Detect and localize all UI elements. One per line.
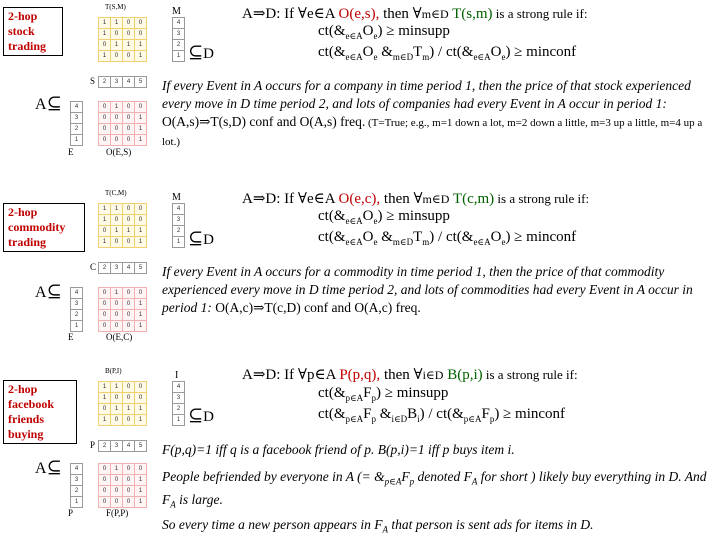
panel1-label-line: 2-hop xyxy=(8,9,38,23)
panel3-desc-line3: So every time a new person appears in $F_A$ that person is sent ads for items in D. xyxy=(162,517,594,535)
panel2-label xyxy=(3,203,85,252)
panel1-label xyxy=(3,7,63,56)
panel3-desc-line2: People befriended by everyone in A (= $\&_{p\in A}F_p$ denoted $F_A$ for short ) likely buy everything in D. And $F_A$ is large. xyxy=(162,469,707,510)
panel2-label-line: trading xyxy=(8,235,47,249)
panel3-i-letter: I xyxy=(175,370,179,381)
panel2-top-grid: 1 1 0 0 1 0 0 0 0 1 1 1 1 0 0 1 xyxy=(98,203,147,248)
subset-symbol: ⊆ xyxy=(188,228,204,249)
panel1-bottom-grid: 0 1 0 0 0 0 0 1 0 0 0 1 0 0 0 1 xyxy=(98,101,147,146)
panel2-minsupp-line: $ct(\&_{e\in A}O_e)$ ≥ minsupp xyxy=(318,208,450,226)
panel2-mid-caption: C xyxy=(90,262,97,272)
panel3-col-nums: 2 3 4 5 xyxy=(98,440,147,452)
panel1-label-line: stock xyxy=(8,24,35,38)
panel2-bottom-grid: 0 1 0 0 0 0 0 1 0 0 0 1 0 0 0 1 xyxy=(98,287,147,332)
panel1-m-column: 4 3 2 1 xyxy=(172,17,185,62)
panel3-p-letter: P xyxy=(68,508,74,518)
subset-symbol: ⊆ xyxy=(188,42,204,63)
panel1-rule-title: A⇒D: If ∀e∈A O(e,s), then ∀m∈D T(s,m) is a strong rule if: xyxy=(242,6,588,22)
panel1-m-letter: M xyxy=(172,6,181,17)
panel2-m-column: 4 3 2 1 xyxy=(172,203,185,248)
panel2-bottom-caption: O(E,C) xyxy=(106,332,133,342)
panel2-m-letter: M xyxy=(172,192,181,203)
panel2-top-caption: T(C,M) xyxy=(105,189,127,197)
panel1-minsupp-line: $ct(\&_{e\in A}O_e)$ ≥ minsupp xyxy=(318,23,450,41)
panel3-label-line: facebook xyxy=(8,397,54,411)
panel3-top-grid: 1 1 0 0 1 0 0 0 0 1 1 1 1 0 0 1 xyxy=(98,381,147,426)
panel1-mid-caption: S xyxy=(90,76,96,86)
panel1-top-grid: 1 1 0 0 1 0 0 0 0 1 1 1 1 0 0 1 xyxy=(98,17,147,62)
panel3-top-caption: B(P,I) xyxy=(105,367,122,375)
panel3-mid-caption: P xyxy=(90,440,96,450)
panel1-description: If every Event in A occurs for a company in time period 1, then the price of that stock experienced every move in D time period 2, and lots of companies had every Event in A occur in period 1: O(A,s)⇒T(s,D) conf and O(A,s) freq. (T=True; e.g., m=1 down a lot, m=2 down a little, m=3 up a little, m=4 up a lot.) xyxy=(162,78,703,148)
panel2-label-line: commodity xyxy=(8,220,66,234)
panel3-minsupp-line: $ct(\&_{p\in A}F_p)$ ≥ minsupp xyxy=(318,385,449,403)
panel3-rule-title: A⇒D: If ∀p∈A P(p,q), then ∀i∈D B(p,i) is a strong rule if: xyxy=(242,367,578,383)
panel3-label xyxy=(3,380,77,444)
panel3-i-column: 4 3 2 1 xyxy=(172,381,185,426)
panel3-bottom-grid: 0 1 0 0 0 0 0 1 0 0 0 1 0 0 0 1 xyxy=(98,463,147,508)
panel1-col-nums: 2 3 4 5 xyxy=(98,76,147,88)
panel1-subset-d: ⊆D xyxy=(188,42,214,63)
panel2-minconf-line: $ct(\&_{e\in A}O_e$ $\&_{m\in D}T_m$) / $ct(\&_{e\in A}O_e)$ ≥ minconf xyxy=(318,229,577,247)
panel3-bottom-caption: F(P,P) xyxy=(106,508,129,518)
panel1-a-column: 4 3 2 1 xyxy=(70,101,83,146)
panel2-description: If every Event in A occurs for a commodity in time period 1, then the price of that commodity experienced every move in D time period 2, and lots of commodities had every Event in A occur in period 1: O(A,c)⇒T(c,D) conf and O(A,c) freq. xyxy=(162,264,693,315)
panel1-top-caption: T(S,M) xyxy=(105,3,126,11)
panel2-a-column: 4 3 2 1 xyxy=(70,287,83,332)
panel3-desc-line1: F(p,q)=1 iff q is a facebook friend of p. B(p,i)=1 iff p buys item i. xyxy=(162,442,515,457)
panel2-rule-title: A⇒D: If ∀e∈A O(e,c), then ∀m∈D T(c,m) is a strong rule if: xyxy=(242,191,590,207)
panel2-subset-a: A⊆ xyxy=(35,281,62,302)
panel2-e-letter: E xyxy=(68,332,74,342)
panel2-label-line: 2-hop xyxy=(8,205,38,219)
panel2-col-nums: 2 3 4 5 xyxy=(98,262,147,274)
panel2-subset-d: ⊆D xyxy=(188,228,214,249)
panel1-bottom-caption: O(E,S) xyxy=(106,147,132,157)
panel3-label-line: friends xyxy=(8,412,44,426)
panel3-label-line: buying xyxy=(8,427,44,441)
panel1-label-line: trading xyxy=(8,39,47,53)
panel1-minconf-line: $ct(\&_{e\in A}O_e$ $\&_{m\in D}T_m$) / $ct(\&_{e\in A}O_e)$ ≥ minconf xyxy=(318,44,577,62)
panel3-subset-d: ⊆D xyxy=(188,405,214,426)
subset-symbol: ⊆ xyxy=(188,405,204,426)
panel3-subset-a: A⊆ xyxy=(35,457,62,478)
panel3-label-line: 2-hop xyxy=(8,382,38,396)
panel1-e-letter: E xyxy=(68,147,74,157)
panel1-subset-a: A⊆ xyxy=(35,93,62,114)
panel3-minconf-line: $ct(\&_{p\in A}F_p$ $\&_{i\in D}B_i$) / $ct(\&_{p\in A}F_p)$ ≥ minconf xyxy=(318,406,566,424)
panel3-a-column: 4 3 2 1 xyxy=(70,463,83,508)
